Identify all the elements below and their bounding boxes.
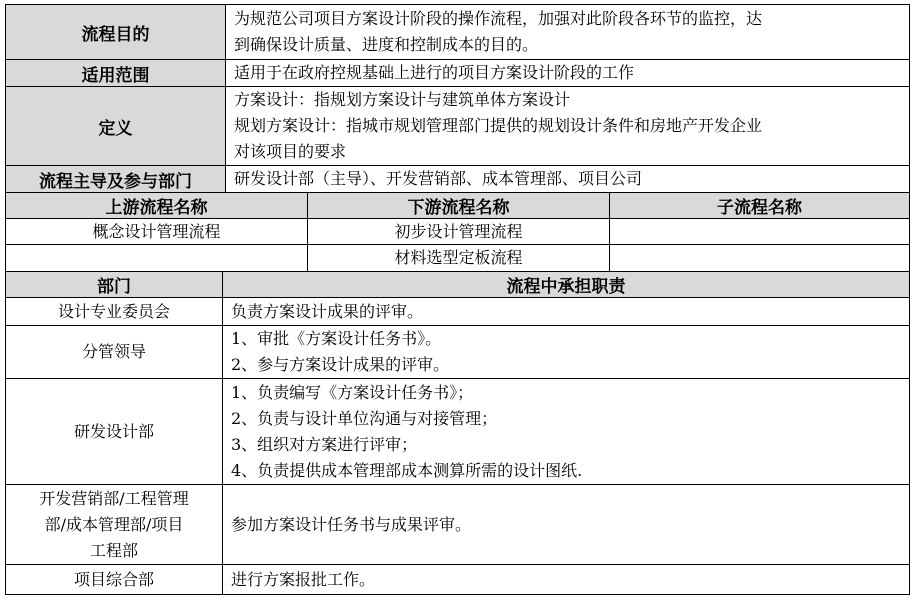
department-cell: 设计专业委员会 [57,301,170,321]
departments-involved-row [6,166,909,193]
department-line: 工程部 [89,540,138,560]
scope-value [225,60,909,86]
duty-header: 流程中承担职责 [222,272,909,297]
upstream-cell: 概念设计管理流程 [92,221,221,241]
duty-row [6,485,909,565]
duty-cell [222,298,909,325]
department-cell [6,485,222,564]
process-spec-table [5,4,910,595]
downstream-cell: 初步设计管理流程 [307,219,609,244]
sub-header: 子流程名称 [609,193,909,218]
definition-line-2: 规划方案设计：指城市规划管理部门提供的规划设计条件和房地产开发企业 [234,116,763,135]
scope-row [6,60,909,87]
duty-item: 进行方案报批工作。 [231,569,376,589]
purpose-row [6,5,909,60]
duty-header-row [6,272,909,298]
downstream-cell: 材料选型定板流程 [307,245,609,271]
duty-row [6,379,909,485]
sub-cell [609,219,909,244]
upstream-cell [6,245,307,271]
duty-cell [222,565,909,594]
definition-row [6,87,909,166]
definition-label: 定义 [6,87,225,165]
definition-line-1: 方案设计：指规划方案设计与建筑单体方案设计 [234,90,571,109]
duty-item: 负责方案设计成果的评审。 [231,301,424,321]
purpose-value [225,5,909,59]
duty-item: 参加方案设计任务书与成果评审。 [231,514,472,534]
purpose-label: 流程目的 [6,5,225,59]
scope-text: 适用于在政府控规基础上进行的项目方案设计阶段的工作 [234,63,635,82]
definition-line-3: 对该项目的要求 [234,142,347,161]
department-cell: 分管领导 [81,342,146,361]
duty-item: 3、组织对方案进行评审； [231,434,418,454]
duty-cell [222,326,909,378]
flow-row [6,245,909,272]
flow-row [6,219,909,245]
duty-row [6,326,909,379]
duty-item: 2、负责与设计单位沟通与对接管理； [231,408,498,428]
department-header: 部门 [97,277,131,297]
departments-involved-value [225,166,909,192]
upstream-header: 上游流程名称 [105,198,208,218]
duty-row [6,298,909,326]
duty-row [6,565,909,594]
duty-item: 1、审批《方案设计任务书》。 [231,329,442,348]
flow-header-row [6,193,909,219]
department-cell: 项目综合部 [73,569,154,589]
purpose-line-2: 到确保设计质量、进度和控制成本的目的。 [234,35,539,54]
duty-cell [222,379,909,484]
duty-item: 1、负责编写《方案设计任务书》； [231,382,474,402]
downstream-header: 下游流程名称 [307,193,609,218]
definition-value [225,87,909,165]
duty-item: 2、参与方案设计成果的评审。 [231,355,450,374]
department-line: 开发营销部/工程管理 [39,488,189,508]
sub-cell [609,245,909,271]
purpose-line-1: 为规范公司项目方案设计阶段的操作流程，加强对此阶段各环节的监控，达 [234,9,763,28]
department-line: 部/成本管理部/项目 [44,514,184,534]
departments-involved-label: 流程主导及参与部门 [6,166,225,192]
duty-item: 4、负责提供成本管理部成本测算所需的设计图纸. [231,460,583,480]
department-cell: 研发设计部 [73,421,154,441]
duty-cell [222,485,909,564]
scope-label: 适用范围 [6,60,225,86]
departments-involved-text: 研发设计部（主导）、开发营销部、成本管理部、项目公司 [234,169,643,188]
